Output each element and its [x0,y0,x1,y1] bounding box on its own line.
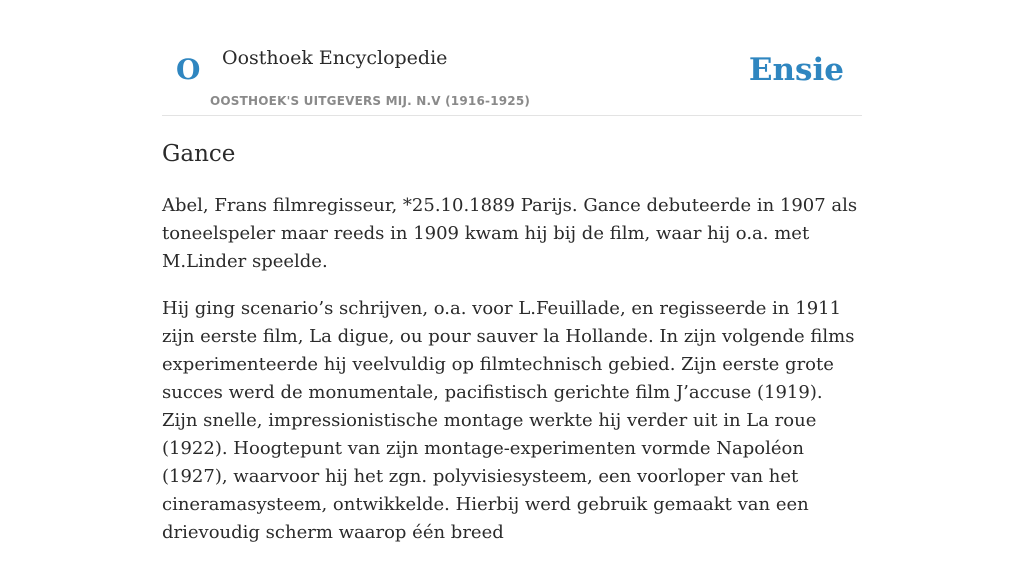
publication-title-link[interactable]: Oosthoek Encyclopedie [222,47,448,69]
publication-subtitle: OOSTHOEK'S UITGEVERS MIJ. N.V (1916-1925) [210,94,531,108]
entry-title: Gance [162,141,236,167]
ensie-brand-link[interactable]: Ensie [748,52,844,88]
page [162,0,862,543]
publication-logo[interactable]: O [176,53,201,86]
entry-paragraph: Abel, Frans filmregisseur, *25.10.1889 Parijs. Gance debuteerde in 1907 als toneelspeler maar reeds in 1909 kwam hij bij de film, waar hij o.a. met M.Linder speelde. [162,195,858,272]
header [162,0,862,116]
entry-paragraph: Hij ging scenario’s schrijven, o.a. voor L.Feuillade, en regisseerde in 1911 zijn eerste film, La digue, ou pour sauver la Hollande. In zijn volgende films experimenteerde hij veelvuldig op filmtechnisch gebied. Zijn eerste grote succes werd de monumentale, pacifistisch gerichte film J’accuse (1919). Zijn snelle, impressionistische montage werkte hij verder uit in La roue (1922). Hoogtepunt van zijn montage-experimenten vormde Napoléon (1927), waarvoor hij het zgn. polyvisiesysteem, een voorloper van het cineramasysteem, ontwikkelde. Hierbij werd gebruik gemaakt van een drievoudig scherm waarop één breed [162,298,855,543]
entry-body [162,192,862,566]
